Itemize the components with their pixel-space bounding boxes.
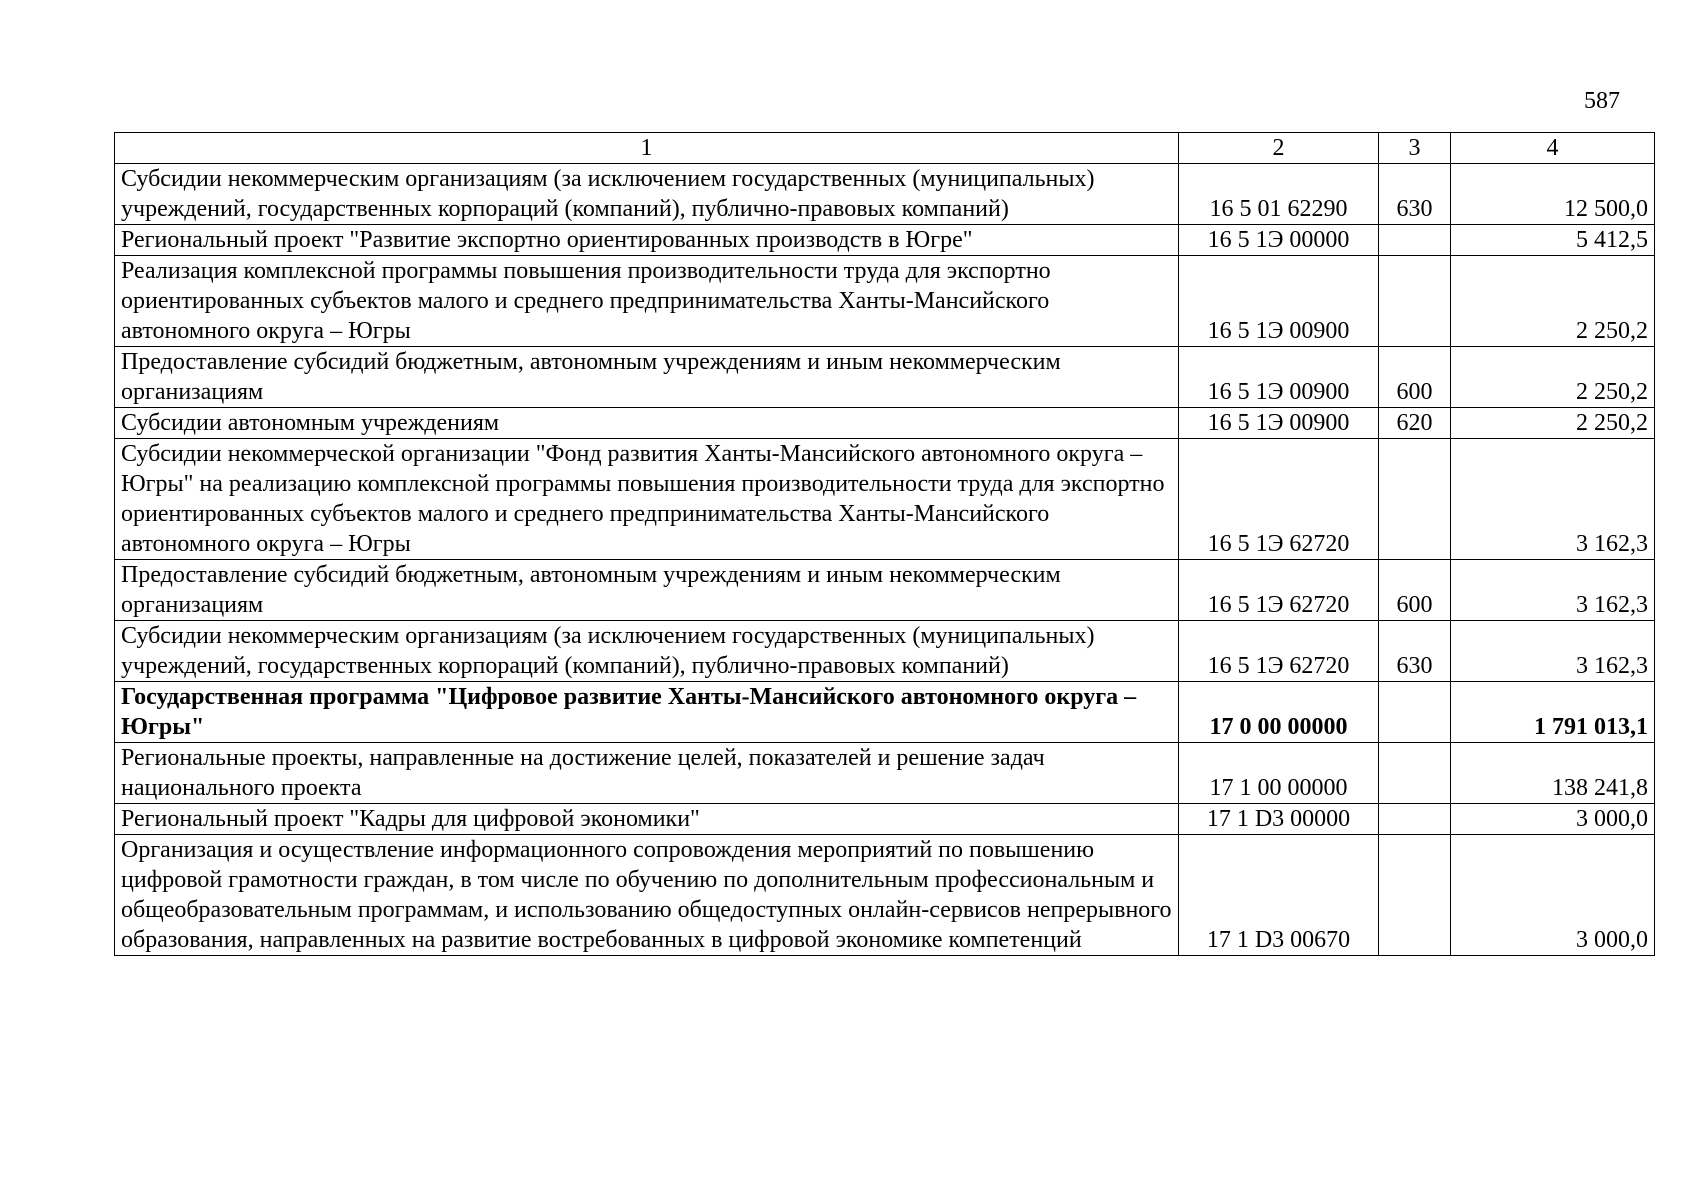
row-code: 17 0 00 00000 [1179, 682, 1379, 743]
row-amount: 138 241,8 [1451, 743, 1655, 804]
row-type [1379, 682, 1451, 743]
table-row [115, 225, 1655, 256]
row-type: 600 [1379, 347, 1451, 408]
page-number: 587 [1584, 88, 1620, 114]
row-amount: 3 000,0 [1451, 804, 1655, 835]
row-amount: 2 250,2 [1451, 347, 1655, 408]
row-code: 16 5 1Э 62720 [1179, 621, 1379, 682]
row-type [1379, 439, 1451, 560]
row-code: 16 5 1Э 00900 [1179, 256, 1379, 347]
column-header: 3 [1379, 133, 1451, 164]
row-name: Региональные проекты, направленные на достижение целей, показателей и решение задач национального проекта [115, 743, 1179, 804]
row-type: 630 [1379, 164, 1451, 225]
budget-table [114, 132, 1655, 956]
row-type: 620 [1379, 408, 1451, 439]
table-row [115, 256, 1655, 347]
row-amount: 12 500,0 [1451, 164, 1655, 225]
row-code: 17 1 D3 00000 [1179, 804, 1379, 835]
row-type [1379, 225, 1451, 256]
table-row [115, 835, 1655, 956]
row-amount: 3 162,3 [1451, 439, 1655, 560]
table-row [115, 560, 1655, 621]
row-code: 16 5 1Э 62720 [1179, 560, 1379, 621]
row-name: Региональный проект "Развитие экспортно ориентированных производств в Югре" [115, 225, 1179, 256]
row-code: 16 5 1Э 00000 [1179, 225, 1379, 256]
row-code: 17 1 D3 00670 [1179, 835, 1379, 956]
row-name: Субсидии некоммерческим организациям (за исключением государственных (муниципальных) учреждений, государственных корпораций (компаний), публично-правовых компаний) [115, 621, 1179, 682]
row-amount: 3 162,3 [1451, 560, 1655, 621]
row-type [1379, 804, 1451, 835]
table-row [115, 408, 1655, 439]
row-amount: 1 791 013,1 [1451, 682, 1655, 743]
row-name: Государственная программа "Цифровое развитие Ханты-Мансийского автономного округа – Югры" [115, 682, 1179, 743]
table-row [115, 804, 1655, 835]
row-amount: 5 412,5 [1451, 225, 1655, 256]
row-amount: 2 250,2 [1451, 408, 1655, 439]
table-header-row [115, 133, 1655, 164]
column-header: 1 [115, 133, 1179, 164]
table-row [115, 621, 1655, 682]
row-code: 16 5 1Э 00900 [1179, 347, 1379, 408]
row-name: Предоставление субсидий бюджетным, автономным учреждениям и иным некоммерческим организациям [115, 560, 1179, 621]
row-amount: 3 000,0 [1451, 835, 1655, 956]
column-header: 4 [1451, 133, 1655, 164]
row-name: Предоставление субсидий бюджетным, автономным учреждениям и иным некоммерческим организациям [115, 347, 1179, 408]
row-amount: 2 250,2 [1451, 256, 1655, 347]
row-amount: 3 162,3 [1451, 621, 1655, 682]
row-name: Региональный проект "Кадры для цифровой экономики" [115, 804, 1179, 835]
column-header: 2 [1179, 133, 1379, 164]
table-row [115, 439, 1655, 560]
row-type: 600 [1379, 560, 1451, 621]
row-type [1379, 743, 1451, 804]
row-name: Субсидии некоммерческой организации "Фонд развития Ханты-Мансийского автономного округа – Югры" на реализацию комплексной программы повышения производительности труда для экспортно ориентированных субъектов малого и среднего предпринимательства Ханты-Мансийского автономного округа – Югры [115, 439, 1179, 560]
row-code: 16 5 1Э 00900 [1179, 408, 1379, 439]
table-row-program [115, 682, 1655, 743]
row-type [1379, 835, 1451, 956]
row-name: Организация и осуществление информационного сопровождения мероприятий по повышению цифровой грамотности граждан, в том числе по обучению по дополнительным профессиональным и общеобразовательным программам, и использованию общедоступных онлайн-сервисов непрерывного образования, направленных на развитие востребованных в цифровой экономике компетенций [115, 835, 1179, 956]
row-name: Субсидии некоммерческим организациям (за исключением государственных (муниципальных) учреждений, государственных корпораций (компаний), публично-правовых компаний) [115, 164, 1179, 225]
row-name: Субсидии автономным учреждениям [115, 408, 1179, 439]
row-code: 16 5 1Э 62720 [1179, 439, 1379, 560]
table-row [115, 347, 1655, 408]
row-type [1379, 256, 1451, 347]
table-row [115, 743, 1655, 804]
row-name: Реализация комплексной программы повышения производительности труда для экспортно ориентированных субъектов малого и среднего предпринимательства Ханты-Мансийского автономного округа – Югры [115, 256, 1179, 347]
table-row [115, 164, 1655, 225]
row-type: 630 [1379, 621, 1451, 682]
row-code: 16 5 01 62290 [1179, 164, 1379, 225]
row-code: 17 1 00 00000 [1179, 743, 1379, 804]
